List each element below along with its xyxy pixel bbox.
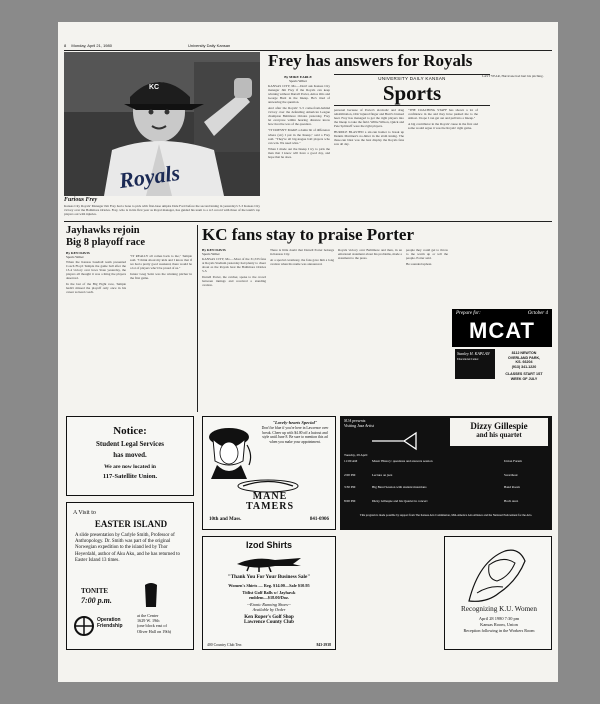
dizzy-ad — [340, 416, 552, 530]
mane-brand — [203, 492, 336, 512]
jayhawks-paragraph: When the Kansas baseball team presented Coach Floyd Temple the game ball after the 13-4 victory over Iowa State yesterday, the players all thought it was a thing the players deserved. — [66, 260, 126, 281]
izod-ad — [202, 536, 336, 650]
notice-line: We are now located in — [104, 464, 156, 470]
izod-course: Lawrence County Club — [244, 620, 294, 625]
lady-illustration — [207, 425, 255, 479]
fans-paragraph: KANSAS CITY, Mo.—Most of the 31,533 fans at Royals Stadium yesterday had plenty to cheer about as the Royals beat the Baltimore Orioles 5-3. — [202, 257, 266, 274]
schedule-time: 3:30 PM — [344, 485, 356, 489]
fans-paragraph: people they could get to throw to me warm up or tell the people. Porter said. — [406, 248, 448, 261]
mane-address: 10th and Mass. — [209, 517, 242, 522]
frey-photo — [64, 52, 260, 196]
sports-banner-sub: UNIVERSITY DAILY KANSAN — [378, 76, 446, 81]
easter-time: 7:00 p.m. — [81, 596, 112, 605]
women-reception: Reception following in the Workers Room — [463, 628, 535, 633]
izod-line: emblem—$18.00/Doz. — [248, 595, 290, 600]
fans-paragraph: Royals victory over Baltimore and then, in an emotional statement about his problems, made a statement to the press. — [338, 248, 402, 261]
easter-location-line: (one block east of — [137, 623, 167, 629]
frey-paragraph: A big contributor in the Royals' cause in the first and some would argue it was the Royals' right game. — [408, 122, 478, 131]
frey-col-2 — [334, 108, 404, 218]
mane-slogan-title: "Lovely-hearts Special" — [272, 420, 318, 425]
jayhawks-paragraph: "IT REALLY all comes back to me," Temple said. "I think about my kids and I know that if we had a pretty good weekend, there would be a lot of players who'd be proud of us." — [130, 254, 192, 271]
schedule-time: 2:00 PM — [344, 473, 356, 477]
jayhawks-paragraph: In the last of the Big Eight race, Temple hadn't missed the playoff only once in his career as head coach. — [66, 282, 126, 295]
fans-paragraph: There is little doubt that Darrell Porter belongs in Kansas City. — [270, 248, 334, 257]
frey-byline-role: Sports Writer — [289, 79, 307, 83]
mcat-address-line: OVERLAND PARK, — [507, 355, 541, 360]
easter-tonite: TONITE — [81, 587, 109, 595]
schedule-event: Music History: questions and answers session — [372, 459, 433, 463]
fans-byline-role: Sports Writer — [202, 252, 220, 256]
fans-byline: By KEN DAVIS — [202, 248, 226, 252]
cap-logo: KC — [149, 84, 160, 91]
izod-line: Available by Order — [252, 607, 286, 612]
jayhawks-col-1 — [66, 260, 126, 412]
izod-line: Titlist Golf Balls w/ Jayhawk — [242, 590, 296, 595]
frey-paragraph: "THE COACHING STAFF has shown a lot of confidence in me and they have pushed me to the utmost. I hope I can get out and pull into a lineup." — [408, 108, 478, 121]
schedule-place: Band Room — [504, 485, 520, 489]
schedule-place: Swarthout — [504, 473, 518, 477]
dizzy-footer: This program is made possible by support from The Kansas Arts Commission, Mid-America Arts Alliance and the National Endowment for the Arts. — [359, 513, 533, 517]
women-place: Kansas Room, Union — [480, 622, 518, 627]
kaplan-name: Stanley H. KAPLAN — [457, 351, 490, 356]
izod-line: --Etonic Running Shoes-- — [247, 602, 291, 607]
frey-col-1 — [268, 84, 330, 218]
frey-paragraph: HURDLE BLASTED a six-run homer to break up Dennis Martinez's no-hitter in the sixth inning. The three-run blast was the best display the Royals fans saw all day. — [334, 130, 404, 147]
photo-title: Furious Frey — [64, 197, 98, 203]
schedule-event: Big Band Session with student musicians — [372, 485, 427, 489]
jayhawks-headline — [66, 225, 194, 249]
fans-col-2 — [270, 248, 334, 305]
mcat-address-line: 8112 NEWTON — [511, 351, 537, 355]
mcat-date: October 4 — [527, 311, 548, 316]
frey-paragraph: KANSAS CITY, Mo.—Don't ask Kansas City manager Jim Frey if the Royals can keep winning without Darrell Porter, Amos Otis and George Brett in the lineup. He's tired of answering the question. — [268, 84, 330, 105]
dizzy-schedule — [344, 453, 548, 511]
dizzy-presents: SUA presents — [344, 418, 366, 423]
easter-island-ad — [66, 502, 194, 650]
dizzy-title-sub: and his quartet — [476, 431, 522, 439]
fans-paragraph: He sounded upbeat. — [406, 262, 433, 267]
operation-friendship — [97, 617, 123, 629]
izod-address: 400 Country Club Terr. — [207, 643, 243, 647]
folio-paper: University Daily Kansan — [188, 43, 231, 48]
column-rule — [197, 225, 198, 412]
izod-thanks: "Thank You For Your Business Sale" — [227, 574, 311, 580]
frey-paragraph: personal because of Porter's alcoholic and drug rehabilitation, Otis' injured finger and Brett's bruised heel. Frey has managed to get the right players into the lineup to take the field. Willie Wilson, Quick and Pete Splittorff were the right players. — [334, 108, 404, 129]
notice-ad — [66, 416, 194, 496]
mcat-classes: WEEK OF JULY — [510, 376, 538, 381]
izod-phone: 843-2938 — [316, 643, 331, 647]
schedule-event: Lecture on jazz — [372, 473, 393, 477]
mcat-address-line: KS. 66204 — [515, 360, 533, 365]
dizzy-title: Dizzy Gillespie — [470, 421, 528, 431]
jayhawks-headline-line2: Big 8 playoff race — [66, 237, 146, 248]
moai-icon — [141, 581, 161, 611]
jersey-lettering: Royals — [117, 159, 182, 194]
mane-tamers-ad — [202, 416, 336, 530]
mcat-ad — [452, 309, 552, 415]
org-line: Operation — [97, 617, 121, 623]
frey-col-4 — [482, 74, 552, 218]
women-illustration — [459, 541, 539, 605]
fans-paragraph: Darrell Porter, the catcher, spoke to the crowd between innings and received a standing ovation. — [202, 275, 266, 288]
women-title: Recognizing K.U. Women — [461, 605, 537, 613]
mcat-phone: (913) 341-1220 — [511, 364, 537, 369]
notice-title: Notice: — [113, 425, 147, 437]
jayhawks-headline-line1: Jayhawks rejoin — [66, 225, 140, 236]
fans-paragraph: At a special ceremony, the fans gave him a long ovation when his name was announced. — [270, 258, 334, 267]
mcat-prepare: Prepare for: — [456, 311, 481, 316]
easter-location-line: 1629 W. 19th — [137, 618, 160, 624]
mane-brand-line: MANE — [252, 491, 288, 502]
kaplan-logo — [455, 349, 495, 379]
schedule-date: Tuesday, 29 April — [344, 453, 368, 457]
fans-col-4 — [406, 248, 448, 305]
frey-headline: Frey has answers for Royals — [268, 51, 473, 70]
sports-banner-title: Sports — [382, 81, 442, 105]
frey-byline: By MIKE EARLE — [284, 75, 312, 79]
fans-col-3 — [338, 248, 402, 305]
operation-friendship-icon — [73, 615, 95, 637]
izod-title: Izod Shirts — [245, 540, 292, 550]
schedule-event: Dizzy Gillespie and his Quartet in concert — [372, 499, 428, 503]
frey-col-3 — [408, 108, 478, 218]
sports-banner — [334, 74, 490, 106]
izod-line: Women's Shirts — Reg. $14.00—Sale $10.95 — [228, 583, 310, 588]
newspaper-page — [58, 22, 558, 682]
dizzy-title-box — [450, 418, 548, 446]
women-date: April 28 1980 7:30 pm — [478, 616, 520, 621]
org-line: Friendship — [97, 623, 123, 629]
notice-line: Student Legal Services — [95, 440, 165, 448]
ku-women-ad — [444, 536, 552, 650]
mane-brand-line: TAMERS — [245, 501, 295, 512]
page-number: 8 — [64, 43, 67, 48]
folio — [64, 43, 552, 50]
frey-paragraph: When I made out the lineup I try to pick the man that I know will have a good day, and hope that he does. — [268, 146, 330, 159]
mcat-body — [452, 347, 552, 415]
mane-slogan-body: Don't be blue if you're here in Lawrence over break. Cheer up with $4.00 off a haircut and style until June 8. Be sure to mention this ad when you make your appointment. — [261, 426, 329, 444]
mcat-title: MCAT — [469, 318, 535, 343]
notice-line: 117-Satellite Union. — [102, 473, 158, 480]
easter-visit: A Visit to — [73, 510, 96, 516]
easter-location-line: at the Center — [137, 613, 159, 618]
easter-location — [137, 613, 193, 634]
mcat-address — [498, 351, 550, 382]
jayhawks-byline-role: Sports Writer — [66, 255, 84, 259]
folio-date: Monday, April 21, 1980 — [71, 43, 112, 48]
mcat-classes: CLASSES START 1ST — [505, 372, 543, 377]
fans-headline: KC fans stay to praise Porter — [202, 225, 414, 244]
frey-paragraph: "IT DOESN'T MAKE a damn bit of difference where (sic) I put in the lineup," said a Frey said. "They're all big-league ball players who can win. We need wins." — [268, 128, 330, 145]
schedule-time: 8:00 PM — [344, 499, 356, 503]
easter-location-line: Oliver Hall on 19th) — [137, 628, 172, 634]
jayhawks-col-2 — [130, 254, 192, 412]
izod-shop: Ken Roper's Golf Shop — [244, 615, 294, 620]
notice-line: has moved. — [113, 451, 147, 459]
jayhawks-byline: By KEN DAVIS — [66, 251, 90, 255]
kaplan-sub: Educational Center — [457, 358, 479, 361]
trumpet-icon — [370, 430, 420, 452]
photo-caption: Kansas City Royals' Manager Jim Frey had a bone to pick with first-base umpire Dale Ford before the second inning in yesterday's 5-3 Kansas City victory over the Baltimore Orioles. Frey, who is in his first year as Royal manager, has guided his team to a 4-5 record with three of the team's top players out with injuries. — [64, 204, 260, 216]
alligator-icon — [235, 552, 303, 572]
frey-paragraph: And after the Royals' 5-3 come-from-behind victory over the defending American League champion Baltimore Orioles yesterday, Frey let everyone within hearing distance know how tired he was of the question. — [268, 106, 330, 127]
fans-col-1 — [202, 257, 266, 305]
schedule-place: Hoch Aud. — [504, 499, 519, 503]
schedule-place: Union Forum — [504, 459, 522, 463]
mane-phone: 841-0906 — [309, 517, 329, 522]
jayhawks-paragraph: Junior Greg Seitz was the winning pitcher in the first game. — [130, 272, 192, 281]
dizzy-subtitle: Visiting Jazz Artist — [344, 423, 374, 428]
schedule-time: 11:00 AM — [344, 459, 358, 463]
section-rule — [64, 221, 552, 222]
frey-paragraph: LAST YEAR, Hurricane had hurt his pitching. — [482, 74, 544, 78]
easter-place: EASTER ISLAND — [94, 519, 168, 529]
easter-body: A slide presentation by Carlyle Smith, Professor of Anthropology. Dr. Smith was part of the original Norwegian expedition to the island led by Thor Heyerdahl, author of Aku Aku, and he has returned to Easter Island 13 times. — [75, 533, 180, 563]
